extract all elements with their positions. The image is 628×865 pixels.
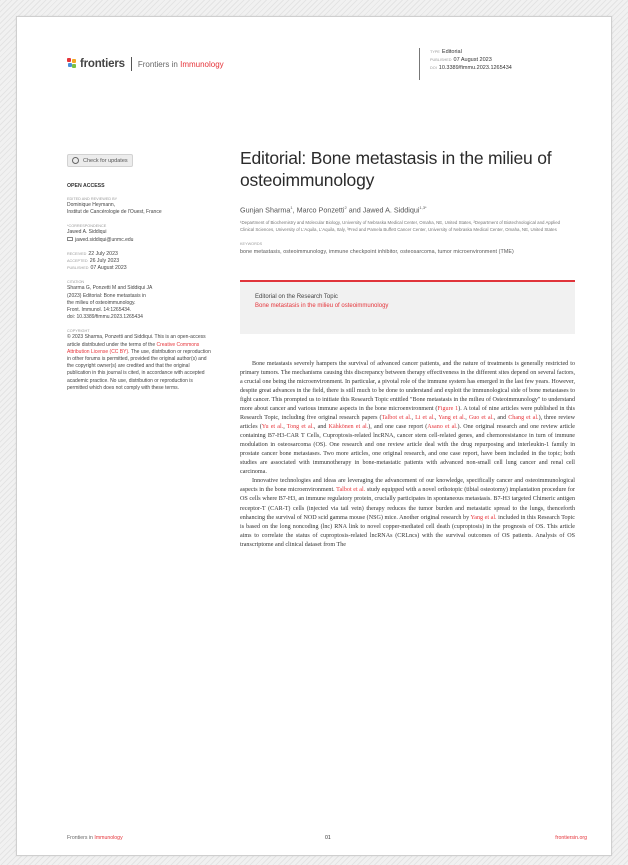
copyright-label: COPYRIGHT <box>67 329 90 334</box>
meta-doi <box>430 64 512 72</box>
author-separator: , <box>292 205 297 215</box>
citation-link[interactable]: Li et al. <box>415 415 435 422</box>
copyright-post: . The use, distribution or reproduction in other forums is permitted, provided the original author(s) and the copyright owner(s) are credited and that the original publication in this journal is cited, in accordance with accepted academic practice. No use, distribution or reproduction is permitted which does not comply with these terms. <box>67 348 211 391</box>
accepted-label: ACCEPTED <box>67 259 88 264</box>
footer-journal-prefix: Frontiers in <box>67 835 93 841</box>
correspondence-name: Jawed A. Siddiqui <box>67 229 107 236</box>
body-text: , <box>283 424 287 431</box>
citation-link[interactable]: Guo et al. <box>468 415 494 422</box>
published-row <box>67 265 212 272</box>
journal-prefix: Frontiers in <box>137 59 178 69</box>
topic-link[interactable]: Bone metastasis in the milieu of osteoimmunology <box>255 302 389 309</box>
citation-link[interactable]: Talbot et al. <box>381 415 412 422</box>
citation-line: doi: 10.3389/fimmu.2023.1265434 <box>67 314 143 321</box>
body-text: , <box>434 415 439 422</box>
author-list <box>240 205 575 214</box>
meta-doi-value[interactable]: 10.3389/fimmu.2023.1265434 <box>438 65 512 71</box>
meta-doi-label: DOI <box>430 66 437 70</box>
author-name[interactable]: Marco Ponzetti <box>296 205 345 215</box>
footer-journal <box>67 835 123 841</box>
citation-link[interactable]: Tong et al. <box>286 424 314 431</box>
author-name[interactable]: Gunjan Sharma <box>240 205 291 215</box>
frontiers-logo[interactable] <box>67 57 224 71</box>
journal-name: Immunology <box>180 59 224 69</box>
received-label: RECEIVED <box>67 251 87 256</box>
received-row <box>67 251 212 258</box>
author-affil-sup: 2 <box>344 205 347 210</box>
body-text: Innovative technologies and ideas are leveraging the advancement of our knowledge, specifically cancer and osteoimmunological aspects in the bone microenvironment. <box>240 478 575 494</box>
license-link[interactable]: Creative Commons Attribution License (CC BY) <box>67 341 200 355</box>
citation-link[interactable]: Asano et al. <box>427 424 458 431</box>
correspondence-email-row <box>67 237 212 244</box>
meta-type-value: Editorial <box>441 49 462 55</box>
keywords: bone metastasis, osteoimmunology, immune checkpoint inhibitor, osteosarcoma, tumor microenvironment (TME) <box>240 248 514 255</box>
document-page <box>16 16 612 856</box>
citation-link[interactable]: Chang et al. <box>508 415 539 422</box>
mail-icon <box>67 237 73 241</box>
citation-line: Front. Immunol. 14:1265434. <box>67 307 132 314</box>
body-text: study equipped with a novel orthotopic (tibial osteotomy) implantation procedure for OS cells where B7-H3, an immune regulatory protein, crucially participates in spontaneous metastasis. B7-H3 targeted Chimeric antigen receptor-T (CAR-T) cells (injected via tail vein) therapy reduces the tumor burden and metastatic spread to the lungs, thenceforth enhancing the survival of NOD scid gamma mouse (NSG) mice. Another original research by <box>240 487 575 521</box>
body-text: ). A total of nine articles were published in this Research Topic, including five original research papers ( <box>240 406 576 422</box>
article-body <box>240 360 575 550</box>
article-sidebar <box>67 151 212 392</box>
citation-link[interactable]: Kähkönen et al. <box>328 424 369 431</box>
topic-label: Editorial on the Research Topic <box>255 293 338 300</box>
logo-divider <box>131 57 132 71</box>
page-number: 01 <box>325 835 331 841</box>
editor-name: Dominique Heymann, <box>67 202 116 208</box>
article-main <box>240 147 575 550</box>
received-date: 22 July 2023 <box>88 250 118 257</box>
frontiers-logo-icon <box>67 58 77 70</box>
body-text: ), and one case report ( <box>368 424 428 431</box>
accepted-date: 26 July 2023 <box>89 258 120 265</box>
dates-block <box>67 251 212 273</box>
article-title: Editorial: Bone metastasis in the milieu of osteoimmunology <box>240 148 552 190</box>
correspondence-label: *CORRESPONDENCE <box>67 224 107 229</box>
citation-link[interactable]: Talbot et al. <box>336 487 366 494</box>
open-access-label: OPEN ACCESS <box>67 183 105 189</box>
meta-published-value: 07 August 2023 <box>453 57 492 63</box>
citation-link[interactable]: Yang et al. <box>438 415 466 422</box>
meta-type <box>430 48 512 56</box>
author-separator: and <box>346 205 363 215</box>
meta-type-label: TYPE <box>430 50 440 54</box>
citation-line: the milieu of osteoimmunology. <box>67 299 136 306</box>
correspondence-email[interactable]: jawed.siddiqui@unmc.edu <box>75 236 134 243</box>
body-text: included in this Research Topic is based on the long noncoding (lnc) RNA link to novel copper-mediated cell death (cuproptosis) in the prognosis of OS. This article aims to correlate the status of cuproptosis-related lncRNAs (CRLncs) with the survival outcomes of OS patients. Analysis of OS transcriptome and clinical dataset from The <box>240 514 575 548</box>
editor-affiliation: Institut de Cancérologie de l'Ouest, France <box>67 209 162 216</box>
page-header <box>67 43 587 83</box>
copyright-text <box>67 334 212 392</box>
brand-name: frontiers <box>80 58 125 70</box>
body-text: Bone metastasis severely hampers the survival of advanced cancer patients, and the nature of treatments is generally restricted to primary tumors. The mechanisms causing this discrepancy between therapy effectiveness in the different sites depend on several factors, a crucial one being the microenvironment. In particular, a pivotal role of the immune system has emerged in the last few years. However, despite great advances in the field, there is still much to be done to understand and exploit the immunological side of bone metastases to fight cancer. This prompted us to initiate this Research Topic entitled "Bone metastasis in the milieu of Osteoimmunology" to understand more about cancer and various immune aspects in the bone microenvironment ( <box>240 360 575 413</box>
footer-site-link[interactable]: frontiersin.org <box>555 835 587 841</box>
citation-line: (2023) Editorial: Bone metastasis in <box>67 292 146 299</box>
journal-title <box>138 60 224 69</box>
body-paragraph <box>240 360 575 478</box>
crossmark-icon <box>72 157 79 164</box>
citation-link[interactable]: Yu et al. <box>261 424 284 431</box>
accepted-row <box>67 258 212 265</box>
check-updates-label: Check for updates <box>83 157 128 164</box>
published-date: 07 August 2023 <box>90 265 127 272</box>
body-text: , <box>411 415 416 422</box>
research-topic-box <box>240 280 575 334</box>
body-text: , and <box>493 415 509 422</box>
citation-link[interactable]: Figure 1 <box>437 406 459 413</box>
author-affil-sup: 1 <box>290 205 293 210</box>
edited-label: EDITED AND REVIEWED BY <box>67 197 118 201</box>
meta-published <box>430 56 512 64</box>
body-text: , <box>465 415 469 422</box>
body-paragraph <box>240 477 575 549</box>
footer-journal-name: Immunology <box>94 835 123 841</box>
body-text: , and <box>313 424 329 431</box>
article-meta <box>419 48 512 80</box>
copyright-pre: © 2023 Sharma, Ponzetti and Siddiqui. This is an open-access article distributed under the terms of the <box>67 334 206 348</box>
author-name[interactable]: Jawed A. Siddiqui <box>362 205 420 215</box>
affiliations: ¹Department of Biochemistry and Molecular Biology, University of Nebraska Medical Center, Omaha, NE, United States, ²Department of Biotechnological and Applied Clinical Sciences, University of L'Aquila, L'Aquila, Italy, ³Fred and Pamela Buffett Cancer Center, University of Nebraska Medical Center, Omaha, NE, United States <box>240 220 561 232</box>
check-for-updates-button[interactable] <box>67 154 133 167</box>
body-text: ), three review articles ( <box>240 415 575 431</box>
author-affil-sup: 1,3* <box>419 205 427 210</box>
meta-published-label: PUBLISHED <box>430 58 452 62</box>
citation-label: CITATION <box>67 280 85 285</box>
citation-link[interactable]: Yang et al. <box>470 514 497 521</box>
body-text: ). One original research and one review article containing B7-H3-CAR T Cells, Cuproptosis-related lncRNA, cancer stem cell-related genes, and chemoresistance in turn of immune modulation in osteosarcoma (OS). One research and one review article deal with the drug repurposing and interleukin-1 family in prostate cancer bone metastases. Two more articles, one original research, and one case report, have been included in the topic; both studies are associated with immunotherapy in bone-metastatic patients with advanced non-small cell lung cancer and renal cell carcinoma. <box>240 424 575 476</box>
published-label: PUBLISHED <box>67 266 89 271</box>
citation-line: Sharma G, Ponzetti M and Siddiqui JA <box>67 285 153 292</box>
keywords-label: KEYWORDS <box>240 241 263 246</box>
